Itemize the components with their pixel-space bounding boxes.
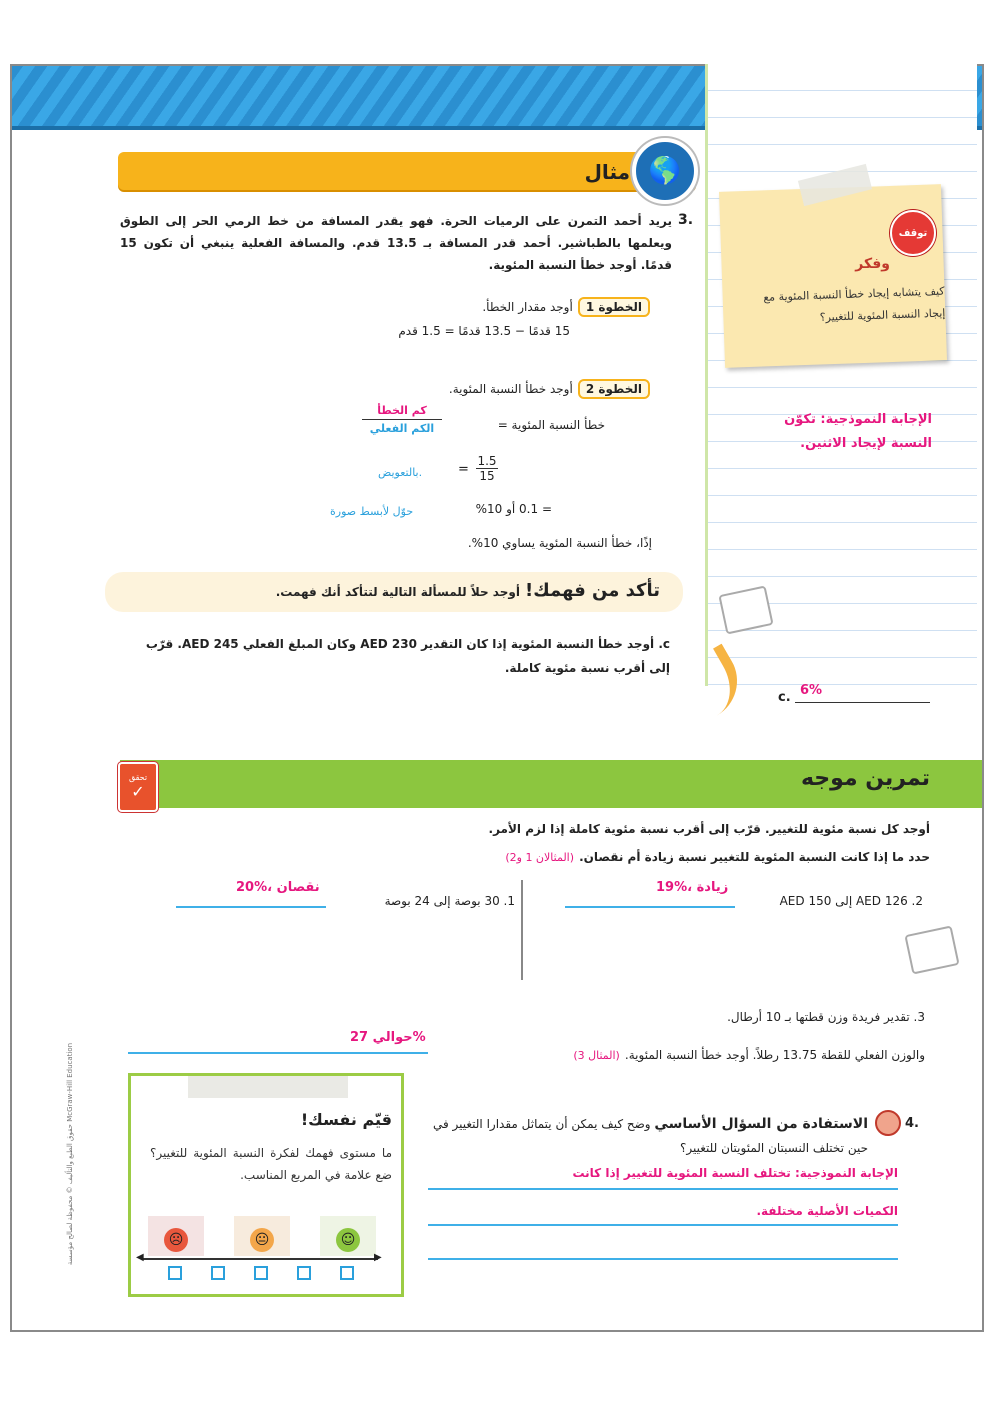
a2-line[interactable]	[565, 906, 735, 908]
scale-line	[142, 1258, 378, 1260]
eq2-equals: =	[458, 462, 469, 477]
q3-line2-row	[420, 1044, 925, 1063]
a3: حوالي 27%	[350, 1030, 426, 1045]
q3-ref: (المثال 3)	[573, 1049, 620, 1062]
think-title: وفكر	[855, 256, 890, 272]
eq-left: خطأ النسبة المئوية =	[497, 418, 605, 432]
conclusion: إذًا، خطأ النسبة المئوية يساوي 10%.	[467, 536, 652, 550]
rating-checkbox-3[interactable]	[254, 1266, 268, 1280]
self-check-title: قيّم نفسك!	[300, 1110, 392, 1129]
globe-icon: 🌎	[632, 138, 698, 204]
think-text: كيف يتشابه إيجاد خطأ النسبة المئوية مع إيجاد النسبة المئوية للتغيير؟	[763, 284, 946, 324]
fraction2-numerator: 1.5	[477, 454, 497, 468]
scale-arrow-right-icon: ▶	[374, 1252, 382, 1263]
fraction-numerator: كم الخطأ	[377, 404, 427, 417]
a3-line[interactable]	[128, 1052, 428, 1054]
step1-text: أوجد مقدار الخطأ.	[482, 300, 573, 314]
happy-face-icon: ☺	[336, 1228, 360, 1252]
q1: 1. 30 بوصة إلى 24 بوصة	[384, 894, 515, 908]
fraction-denominator: الكم الفعلي	[369, 422, 435, 435]
q2: 2. AED 126 إلى AED 150	[779, 894, 923, 908]
essential-question-icon	[875, 1110, 901, 1136]
self-check-text: ما مستوى فهمك لفكرة النسبة المئوية للتغيير؟ ضع علامة في المربع المناسب.	[150, 1146, 392, 1182]
step1-row	[340, 296, 650, 317]
think-answer: الإجابة النموذجية: تكوّن النسبة لإيجاد الاثنين.	[784, 412, 932, 451]
scale-arrow-left-icon: ◀	[136, 1252, 144, 1263]
a1-line[interactable]	[176, 906, 326, 908]
check-header	[200, 580, 660, 601]
step1-calc: 15 قدمًا − 13.5 قدمًا = 1.5 قدم	[398, 324, 570, 338]
problem-text: يريد أحمد التمرن على الرميات الحرة. فهو يقدر المسافة من خط الرمي الحر إلى الطوق ويعلمها بالطباشير. أحمد قدر المسافة بـ 13.5 قدم. والمسافة الفعلية ينبغي أن تكون 15 قدمًا. أوجد خطأ النسبة المئوية.	[120, 214, 672, 272]
guided-instr2-row	[250, 846, 930, 865]
rating-checkbox-1[interactable]	[168, 1266, 182, 1280]
check-problem: c. أوجد خطأ النسبة المئوية إذا كان التقدير AED 230 وكان المبلغ الفعلي AED 245. قرّب إلى أقرب نسبة مئوية كاملة.	[145, 637, 670, 675]
step2-row	[340, 378, 650, 399]
a4-line-2[interactable]	[428, 1224, 898, 1226]
q4-bold: الاستفادة من السؤال الأساسي	[654, 1116, 868, 1132]
q4-text-row	[428, 1112, 868, 1160]
eq3-note: حوّل لأبسط صورة	[330, 505, 414, 518]
q3-line2: والوزن الفعلي للقطة 13.75 رطلاً. أوجد خطأ النسبة المئوية.	[624, 1048, 925, 1062]
copyright-text: حقوق الطبع والتأليف © محفوظة لصالح مؤسسة McGraw-Hill Education	[66, 1042, 74, 1266]
rating-checkbox-2[interactable]	[211, 1266, 225, 1280]
rating-checkbox-5[interactable]	[340, 1266, 354, 1280]
rating-checkbox-4[interactable]	[297, 1266, 311, 1280]
step2-label: الخطوة 2	[578, 379, 650, 399]
tape-2	[188, 1076, 348, 1098]
a4-line-3[interactable]	[428, 1258, 898, 1260]
step1-label: الخطوة 1	[578, 297, 650, 317]
guided-instr2: حدد ما إذا كانت النسبة المئوية للتغيير نسبة زيادة أم نقصان.	[579, 850, 930, 864]
fraction-1	[362, 404, 442, 435]
guided-instr1: أوجد كل نسبة مئوية للتغيير. قرّب إلى أقرب نسبة مئوية كاملة إذا لزم الأمر.	[488, 822, 930, 836]
neutral-face-icon: 😐	[250, 1228, 274, 1252]
check-answer-label: c.	[778, 690, 791, 705]
a4-line-1[interactable]	[428, 1188, 898, 1190]
q4-text: وضح كيف يمكن أن يتماثل مقدارا التغيير في حين تختلف النسبتان المئويتان للتغيير؟	[432, 1117, 868, 1155]
problem-number: 3.	[678, 212, 694, 228]
step2-text: أوجد خطأ النسبة المئوية.	[448, 382, 573, 396]
stop-sign-icon: توقف	[890, 210, 936, 256]
eq3: = 0.1 أو 10%	[475, 502, 552, 516]
check-answer: 6%	[800, 683, 823, 698]
guided-title: تمرين موجه	[800, 766, 930, 791]
column-divider	[521, 880, 523, 980]
check-answer-line[interactable]	[795, 702, 930, 703]
check-subtitle: أوجد حلاً للمسألة التالية لتتأكد أنك فهمت.	[275, 585, 520, 599]
a2: 19%، زيادة	[656, 880, 729, 895]
check-badge-icon: تحقق ✓	[118, 762, 158, 812]
sad-face-icon: ☹	[164, 1228, 188, 1252]
q3-line1: 3. تقدير فريدة وزن قطتها بـ 10 أرطال.	[727, 1010, 925, 1024]
a4-line1: الإجابة النموذجية: تختلف النسبة المئوية للتغيير إذا كانت	[572, 1166, 898, 1180]
example-header-label: مثال	[584, 160, 630, 184]
fraction2-denominator: 15	[479, 469, 495, 483]
q4-number: 4.	[905, 1116, 919, 1131]
fraction-2	[476, 454, 498, 483]
check-title: تأكد من فهمك!	[525, 580, 660, 601]
eq2-note: بالتعويض.	[378, 466, 423, 479]
guided-instr2-ref: (المثالان 1 و2)	[505, 851, 575, 864]
a4-line2: الكميات الأصلية مختلفة.	[756, 1204, 898, 1218]
a1: 20%، نقصان	[236, 880, 320, 895]
